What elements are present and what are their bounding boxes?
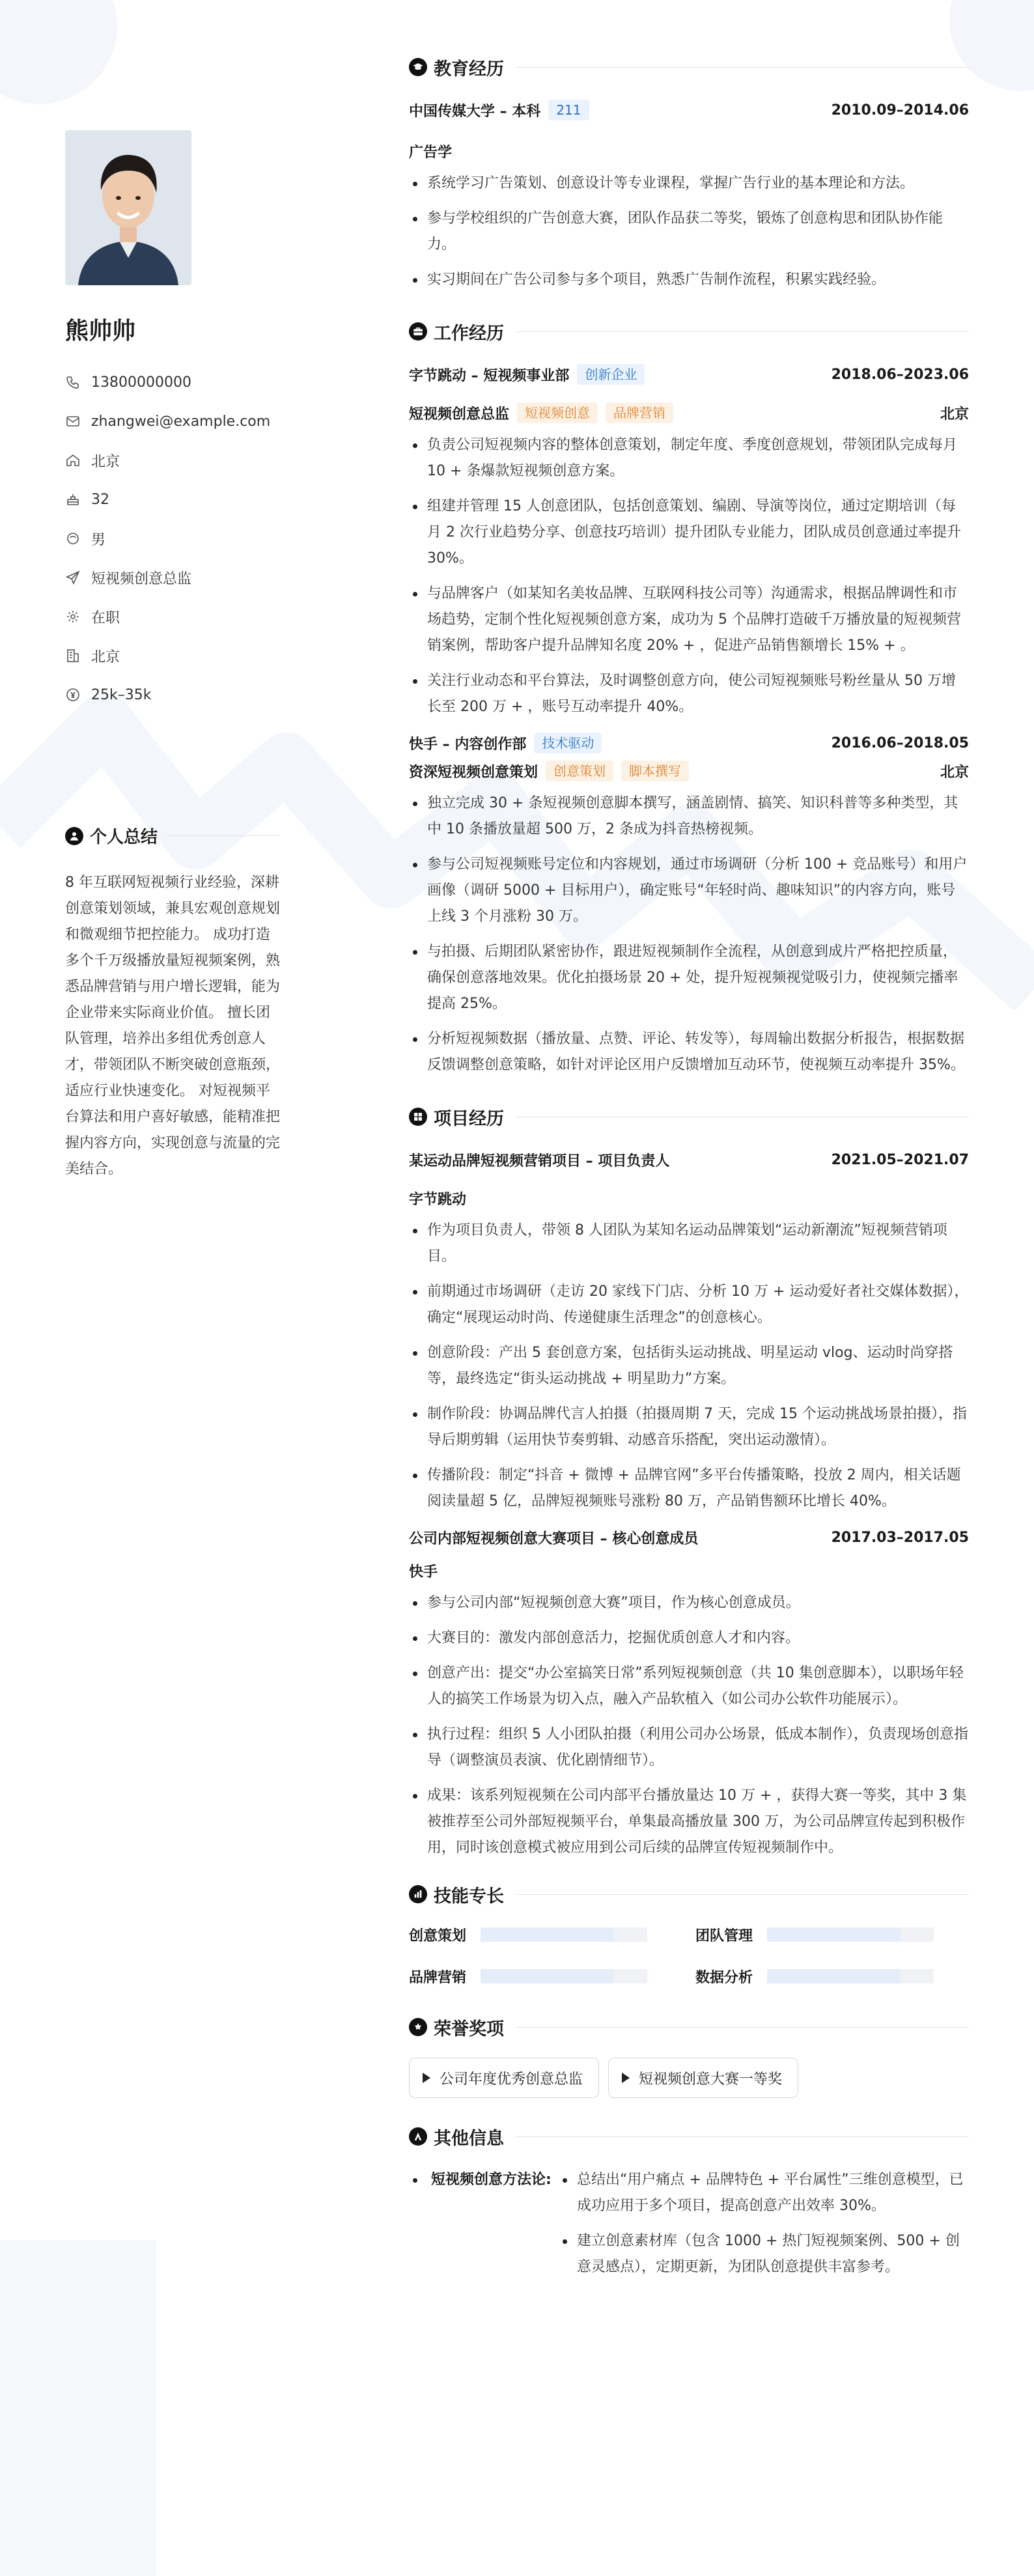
job-bullets <box>409 791 969 1078</box>
user-icon <box>65 827 83 845</box>
company-tag: 创新企业 <box>577 364 645 385</box>
school-tag: 211 <box>548 100 589 120</box>
list-item: 系统学习广告策划、创意设计等专业课程，掌握广告行业的基本理论和方法。 <box>409 171 969 197</box>
salary-text: 25k–35k <box>91 686 152 703</box>
skills-grid <box>409 1924 969 1987</box>
role-text: 资深短视频创意策划 <box>409 764 538 781</box>
sidebar <box>65 130 280 1183</box>
list-item: 成果：该系列短视频在公司内部平台播放量达 10 万 + ，获得大赛一等奖，其中 3 集被推荐至公司外部短视频平台，单集最高播放量 300 万，为公司品牌宣传起到积极作用，同时该创意模式被应用到公司后续的品牌宣传短视频制作中。 <box>409 1783 969 1861</box>
list-item: 建立创意素材库（包含 1000 + 热门短视频案例、500 + 创意灵感点），定期更新，为团队创意提供丰富参考。 <box>559 2228 969 2280</box>
role-row <box>409 399 969 427</box>
info-age <box>65 480 280 519</box>
divider <box>167 835 280 836</box>
section-header <box>409 315 969 348</box>
skill-bar <box>767 1927 934 1942</box>
job-date: 2016.06–2018.05 <box>831 735 969 751</box>
main-content <box>409 51 969 2289</box>
project-org: 字节跳动 <box>409 1191 467 1208</box>
skill-level-fill <box>481 1969 614 1983</box>
skills-section <box>409 1878 969 1987</box>
briefcase-icon <box>409 322 427 341</box>
summary-header <box>65 824 280 848</box>
avatar <box>65 130 191 285</box>
job-header <box>409 729 969 757</box>
list-item: 独立完成 30 + 条短视频创意脚本撰写，涵盖剧情、搞笑、知识科普等多种类型，其中 10 条播放量超 500 万，2 条成为抖音热榜视频。 <box>409 791 969 843</box>
company-text: 快手 – 内容创作部 <box>409 736 527 753</box>
info-email <box>65 402 280 441</box>
project-name: 公司内部短视频创意大赛项目 – 核心创意成员 <box>409 1530 699 1547</box>
list-item: 传播阶段：制定“抖音 + 微博 + 品牌官网”多平台传播策略，投放 2 周内，相关话题阅读量超 5 亿，品牌短视频账号涨粉 80 万，产品销售额环比增长 40%。 <box>409 1463 969 1515</box>
job-location: 北京 <box>940 406 969 423</box>
project-org: 快手 <box>409 1563 438 1580</box>
age-icon <box>65 492 81 507</box>
other-title: 其他信息 <box>434 2128 504 2149</box>
skill-name: 团队管理 <box>695 1927 753 1944</box>
role-row <box>409 757 969 785</box>
list-item: 参与公司内部“短视频创意大赛”项目，作为核心创意成员。 <box>409 1590 969 1616</box>
mail-icon <box>65 413 81 429</box>
graduation-cap-icon <box>409 58 427 76</box>
list-item: 分析短视频数据（播放量、点赞、评论、转发等），每周输出数据分析报告，根据数据反馈调整创意策略，如针对评论区用户反馈增加互动环节，使视频互动率提升 35%。 <box>409 1026 969 1078</box>
info-salary <box>65 675 280 714</box>
section-header <box>409 51 969 83</box>
phone-text: 13800000000 <box>91 374 191 391</box>
position-text: 短视频创意总监 <box>91 570 192 587</box>
projects-section <box>409 1100 969 1861</box>
education-bullets <box>409 171 969 293</box>
list-item: 参与学校组织的广告创意大赛，团队作品获二等奖，锻炼了创意构思和团队协作能力。 <box>409 206 969 258</box>
award-chip <box>409 2058 599 2098</box>
project-header <box>409 1524 969 1551</box>
gender-text: 男 <box>91 531 106 548</box>
list-item: 总结出“用户痛点 + 品牌特色 + 平台属性”三维创意模型，已成功应用于多个项目，提高创意产出效率 30%。 <box>559 2167 969 2219</box>
summary-text: 8 年互联网短视频行业经验，深耕创意策划领域，兼具宏观创意规划和微观细节把控能力。 成功打造多个千万级播放量短视频案例，熟悉品牌营销与用户增长逻辑，能为企业带来实际商业价值。 擅长团队管理，培养出多组优秀创意人才，带领团队不断突破创意瓶颈，适应行业快速变化。 对短视频平台算法和用户喜好敏感，能精准把握内容方向，实现创意与流量的完美结合。 <box>65 875 281 1177</box>
company-text: 字节跳动 – 短视频事业部 <box>409 367 570 384</box>
skill-bar <box>767 1969 934 1983</box>
work-title: 工作经历 <box>434 323 504 344</box>
info-hometown <box>65 441 280 480</box>
list-item: 前期通过市场调研（走访 20 家线下门店、分析 10 万 + 运动爱好者社交媒体数据），确定“展现运动时尚、传递健康生活理念”的创意核心。 <box>409 1279 969 1331</box>
company-name <box>409 733 602 753</box>
play-icon <box>622 2073 630 2083</box>
skill-name: 数据分析 <box>695 1969 753 1986</box>
list-item: 创意产出：提交“办公室搞笑日常”系列短视频创意（共 10 集创意脚本），以职场年轻人的搞笑工作场景为切入点，融入产品软植入（如公司办公软件功能展示）。 <box>409 1660 969 1713</box>
skill-item <box>695 1965 969 1987</box>
section-header <box>409 1878 969 1911</box>
email-text: zhangwei@example.com <box>91 413 271 430</box>
role-tag: 品牌营销 <box>606 402 673 423</box>
award-icon <box>409 2018 427 2036</box>
education-entry-header <box>409 96 969 124</box>
skill-level-fill <box>481 1927 614 1942</box>
divider <box>516 67 969 68</box>
project-bullets <box>409 1218 969 1515</box>
candidate-name: 熊帅帅 <box>65 318 136 344</box>
skill-name: 品牌营销 <box>409 1969 467 1986</box>
list-item: 大赛目的：激发内部创意活力，挖掘优质创意人才和内容。 <box>409 1625 969 1651</box>
list-item: 执行过程：组织 5 人小团队拍摄（利用公司办公场景，低成本制作），负责现场创意指导（调整演员表演、优化剧情细节）。 <box>409 1722 969 1774</box>
status-text: 在职 <box>91 609 120 626</box>
skill-level-fill <box>767 1927 901 1942</box>
info-icon <box>409 2127 427 2146</box>
divider <box>516 1894 969 1895</box>
skill-bar <box>481 1927 647 1942</box>
list-item: 与品牌客户（如某知名美妆品牌、互联网科技公司等）沟通需求，根据品牌调性和市场趋势，定制个性化短视频创意方案，成功为 5 个品牌打造破千万播放量的短视频营销案例，帮助客户提升品牌知名度 20% + ，促进产品销售额增长 15% + 。 <box>409 581 969 659</box>
major-text: 广告学 <box>409 144 453 161</box>
job-entry <box>409 729 969 1078</box>
info-gender <box>65 519 280 558</box>
project-entry <box>409 1146 969 1515</box>
project-org-row <box>409 1556 969 1585</box>
education-date: 2010.09–2014.06 <box>831 102 969 119</box>
list-item: 制作阶段：协调品牌代言人拍摄（拍摄周期 7 天，完成 15 个运动挑战场景拍摄），指导后期剪辑（运用快节奏剪辑、动感音乐搭配，突出运动激情）。 <box>409 1401 969 1453</box>
other-bullets <box>559 2167 969 2289</box>
list-item: 参与公司短视频账号定位和内容规划，通过市场调研（分析 100 + 竞品账号）和用户画像（调研 5000 + 目标用户），确定账号“年轻时尚、趣味知识”的内容方向，账号上线 3 个月涨粉 30 万。 <box>409 852 969 930</box>
grid-icon <box>409 1108 427 1126</box>
project-date: 2021.05–2021.07 <box>831 1151 969 1168</box>
job-date: 2018.06–2023.06 <box>831 366 969 383</box>
project-date: 2017.03–2017.05 <box>831 1529 969 1546</box>
info-phone <box>65 363 280 402</box>
gender-icon <box>65 531 81 546</box>
role-tag: 短视频创意 <box>517 402 598 423</box>
info-status <box>65 597 280 636</box>
projects-title: 项目经历 <box>434 1108 504 1129</box>
skills-title: 技能专长 <box>434 1886 504 1907</box>
school-name <box>409 100 589 120</box>
list-item: 与拍摄、后期团队紧密协作，跟进短视频制作全流程，从创意到成片严格把控质量，确保创意落地效果。优化拍摄场景 20 + 处，提升短视频视觉吸引力，使视频完播率提高 25%。 <box>409 939 969 1017</box>
info-city <box>65 636 280 675</box>
skill-level-fill <box>767 1969 901 1983</box>
company-tag: 技术驱动 <box>534 733 602 753</box>
city-text: 北京 <box>91 649 120 665</box>
age-text: 32 <box>91 491 109 508</box>
summary-title: 个人总结 <box>90 828 158 847</box>
other-section <box>409 2120 969 2289</box>
list-item: 实习期间在广告公司参与多个项目，熟悉广告制作流程，积累实践经验。 <box>409 267 969 293</box>
skill-item <box>409 1965 695 1987</box>
project-header <box>409 1146 969 1173</box>
bar-chart-icon <box>409 1885 427 1903</box>
list-item: 关注行业动态和平台算法，及时调整创意方向，使公司短视频账号粉丝量从 50 万增长至 200 万 + ，账号互动率提升 40%。 <box>409 668 969 720</box>
project-entry <box>409 1524 969 1861</box>
project-name: 某运动品牌短视频营销项目 – 项目负责人 <box>409 1153 670 1169</box>
company-name <box>409 364 645 385</box>
role-title <box>409 402 673 423</box>
phone-icon <box>65 374 81 390</box>
contact-info-list <box>65 363 280 714</box>
job-entry <box>409 361 969 720</box>
job-bullets <box>409 432 969 720</box>
skill-bar <box>481 1969 647 1983</box>
divider <box>516 331 969 332</box>
skill-item <box>409 1924 695 1946</box>
other-content <box>409 2167 969 2289</box>
job-location: 北京 <box>940 764 969 781</box>
hometown-text: 北京 <box>91 453 120 470</box>
project-org-row <box>409 1184 969 1212</box>
building-icon <box>65 648 81 664</box>
role-text: 短视频创意总监 <box>409 406 510 423</box>
section-header <box>409 2120 969 2153</box>
section-header <box>409 2011 969 2043</box>
skill-name: 创意策划 <box>409 1927 467 1944</box>
status-icon <box>65 609 81 624</box>
section-header <box>409 1100 969 1133</box>
award-text: 短视频创意大赛一等奖 <box>639 2071 783 2088</box>
list-item: 组建并管理 15 人创意团队，包括创意策划、编剧、导演等岗位，通过定期培训（每月 2 次行业趋势分享、创意技巧培训）提升团队专业能力，团队成员创意通过率提升 30%。 <box>409 494 969 572</box>
list-item: 创意阶段：产出 5 套创意方案，包括街头运动挑战、明星运动 vlog、运动时尚穿搭等，最终选定“街头运动挑战 + 明星助力”方案。 <box>409 1340 969 1392</box>
school-text: 中国传媒大学 – 本科 <box>409 103 541 120</box>
divider <box>516 2136 969 2137</box>
list-item: 负责公司短视频内容的整体创意策划，制定年度、季度创意规划，带领团队完成每月 10 + 条爆款短视频创意方案。 <box>409 432 969 484</box>
awards-section <box>409 2011 969 2098</box>
list-item: 作为项目负责人，带领 8 人团队为某知名运动品牌策划“运动新潮流”短视频营销项目。 <box>409 1218 969 1270</box>
play-icon <box>423 2073 430 2083</box>
education-title: 教育经历 <box>434 59 504 79</box>
other-label: 短视频创意方法论: <box>409 2167 559 2289</box>
education-section <box>409 51 969 293</box>
award-text: 公司年度优秀创意总监 <box>440 2071 583 2088</box>
salary-icon <box>65 687 81 703</box>
project-bullets <box>409 1590 969 1861</box>
decorative-panel <box>0 2240 156 2576</box>
info-position <box>65 558 280 597</box>
awards-title: 荣誉奖项 <box>434 2019 504 2039</box>
role-title <box>409 761 689 781</box>
job-header <box>409 361 969 388</box>
divider <box>516 2027 969 2028</box>
skill-item <box>695 1924 969 1946</box>
decorative-circle <box>0 0 117 104</box>
home-icon <box>65 453 81 468</box>
work-section <box>409 315 969 1078</box>
send-icon <box>65 570 81 585</box>
role-tag: 脚本撰写 <box>621 761 689 781</box>
awards-list <box>409 2058 969 2098</box>
award-chip <box>608 2058 798 2098</box>
major-row <box>409 137 969 165</box>
role-tag: 创意策划 <box>546 761 613 781</box>
